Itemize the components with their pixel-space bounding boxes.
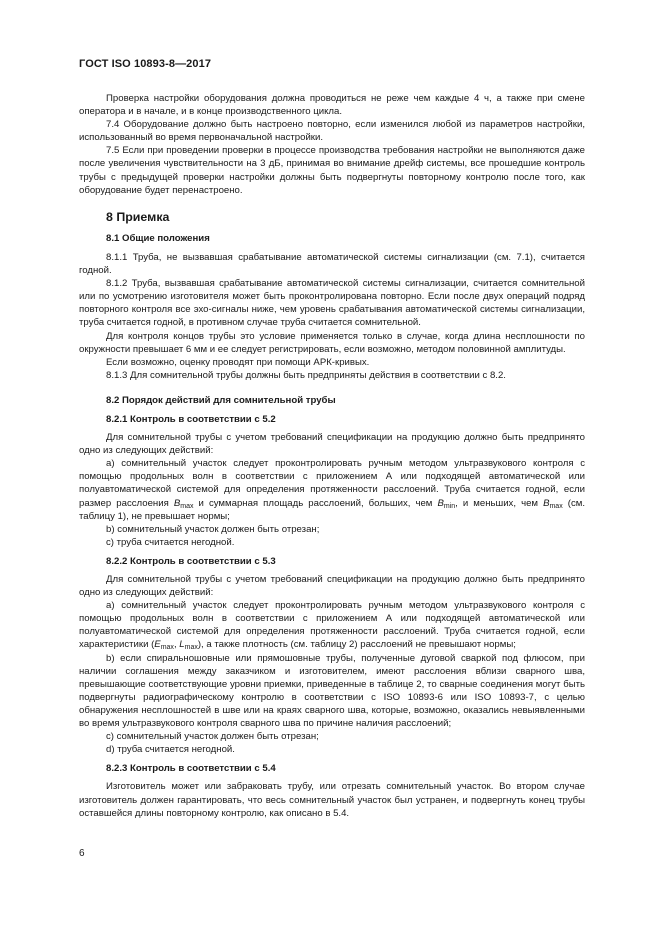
clause-heading: 8.2.1 Контроль в соответствии с 5.2 [106, 413, 276, 425]
paragraph: 7.4 Оборудование должно быть настроено повторно, если изменился любой из параметров настройки, использованный во время первоначальной настройки. [79, 119, 585, 144]
symbol: B [173, 497, 181, 509]
subscript: max [160, 644, 174, 652]
clause-heading: 8.2.2 Контроль в соответствии с 5.3 [106, 555, 276, 567]
section-heading: 8 Приемка [106, 209, 170, 224]
subscript: max [549, 502, 563, 510]
paragraph: c) труба считается негодной. [106, 536, 235, 548]
paragraph: Для сомнительной трубы с учетом требований спецификации на продукцию должно быть предпринято одно из следующих действий: [79, 574, 585, 599]
document-header: ГОСТ ISO 10893-8—2017 [79, 58, 212, 70]
paragraph: 8.1.2 Труба, вызвавшая срабатывание автоматической системы сигнализации, считается сомнительной или по усмотрению изготовителя может быть проконтролирована повторно. Если после двух операций подряд повторного контроля все эхо-сигналы ниже, чем уровень срабатывания автоматической системы сигнализации, труба считается годной, в противном случае труба считается сомнительной. [79, 278, 585, 329]
subsection-heading: 8.1 Общие положения [106, 232, 210, 244]
text-run: , и меньших, чем [455, 497, 544, 509]
paragraph: Для контроля концов трубы это условие применяется только в случае, когда длина несплошности по окружности превышает 6 мм и ее следует регистрировать, если возможно, методом половинной амплитуды. [79, 330, 585, 355]
text-run: и суммарная площадь расслоений, больших, чем [193, 497, 438, 509]
text-run: а) сомнительный участок следует проконтролировать ручным методом ультразвукового контроля с помощью продольных волн в соответствии с приложением А или подходящей автоматической или полуавтоматической системой для определения протяженности расслоений. Труба считается годной, если размер расслоения [79, 458, 585, 509]
text-run: , [173, 639, 180, 651]
page-number: 6 [79, 848, 85, 859]
subscript: min [443, 502, 456, 510]
paragraph: 8.1.3 Для сомнительной трубы должны быть предприняты действия в соответствии с 8.2. [106, 369, 506, 381]
subscript: max [184, 644, 198, 652]
paragraph: c) сомнительный участок должен быть отрезан; [106, 731, 319, 743]
symbol: B [437, 497, 444, 509]
symbol: E [154, 639, 161, 651]
paragraph: b) сомнительный участок должен быть отрезан; [106, 523, 320, 535]
text-run: (см. таблицу 1), не превышает нормы; [79, 497, 586, 522]
symbol: B [543, 497, 550, 509]
paragraph-with-formula [79, 599, 585, 651]
paragraph: Изготовитель может или забраковать трубу, или отрезать сомнительный участок. Во втором случае изготовитель должен гарантировать, что весь сомнительный участок был устранен, и подвергнуть конец трубы оставшейся длины повторному контролю, как описано в 5.4. [79, 781, 585, 819]
paragraph: 7.5 Если при проведении проверки в процессе производства требования настройки не выполняются даже после увеличения чувствительности на 3 дБ, принимая во внимание дрейф системы, все прошедшие контроль трубы с предыдущей проверки настройки должны быть подвергнуты повторному контролю после того, как оборудование будет перенастроено. [79, 145, 585, 196]
subsection-heading: 8.2 Порядок действий для сомнительной трубы [106, 394, 336, 406]
paragraph: Если возможно, оценку проводят при помощи АРК-кривых. [106, 356, 370, 368]
symbol: L [179, 639, 185, 651]
document-body [79, 92, 585, 820]
clause-heading: 8.2.3 Контроль в соответствии с 5.4 [106, 763, 276, 775]
text-run: а) сомнительный участок следует проконтролировать ручным методом ультразвукового контроля с помощью продольных волн в соответствии с приложением А или подходящей автоматической или полуавтоматической системой для определения протяженности расслоений. Труба считается годной, если характеристики ( [79, 600, 585, 651]
paragraph: d) труба считается негодной. [106, 744, 235, 756]
paragraph: b) если спиральношовные или прямошовные трубы, полученные дуговой сваркой под флюсом, при наличии соглашения между заказчиком и изготовителем, имеют расслоения вблизи сварного шва, превышающие соответствующие уровни приемки, приведенные в таблице 2, то сварные соединения могут быть подвергнуты радиографическому контролю в соответствии с ISO 10893-6 или ISO 10893-7, с целью обнаружения несплошностей в шве или на краях сварного шва, которые, возможно, оказались невыявленными во время ультразвукового контроля сварного шва по причине наличия расслоений; [79, 652, 585, 730]
paragraph: Проверка настройки оборудования должна проводиться не реже чем каждые 4 ч, а также при смене оператора и в начале, и в конце производственного цикла. [79, 93, 585, 118]
text-run: ), а также плотность (см. таблицу 2) расслоений не превышают нормы; [197, 639, 516, 651]
paragraph: 8.1.1 Труба, не вызвавшая срабатывание автоматической системы сигнализации (см. 7.1), считается годной. [79, 251, 585, 277]
paragraph-with-formula [79, 457, 585, 522]
paragraph: Для сомнительной трубы с учетом требований спецификации на продукцию должно быть предпринято одно из следующих действий: [79, 432, 585, 457]
subscript: max [180, 502, 194, 510]
